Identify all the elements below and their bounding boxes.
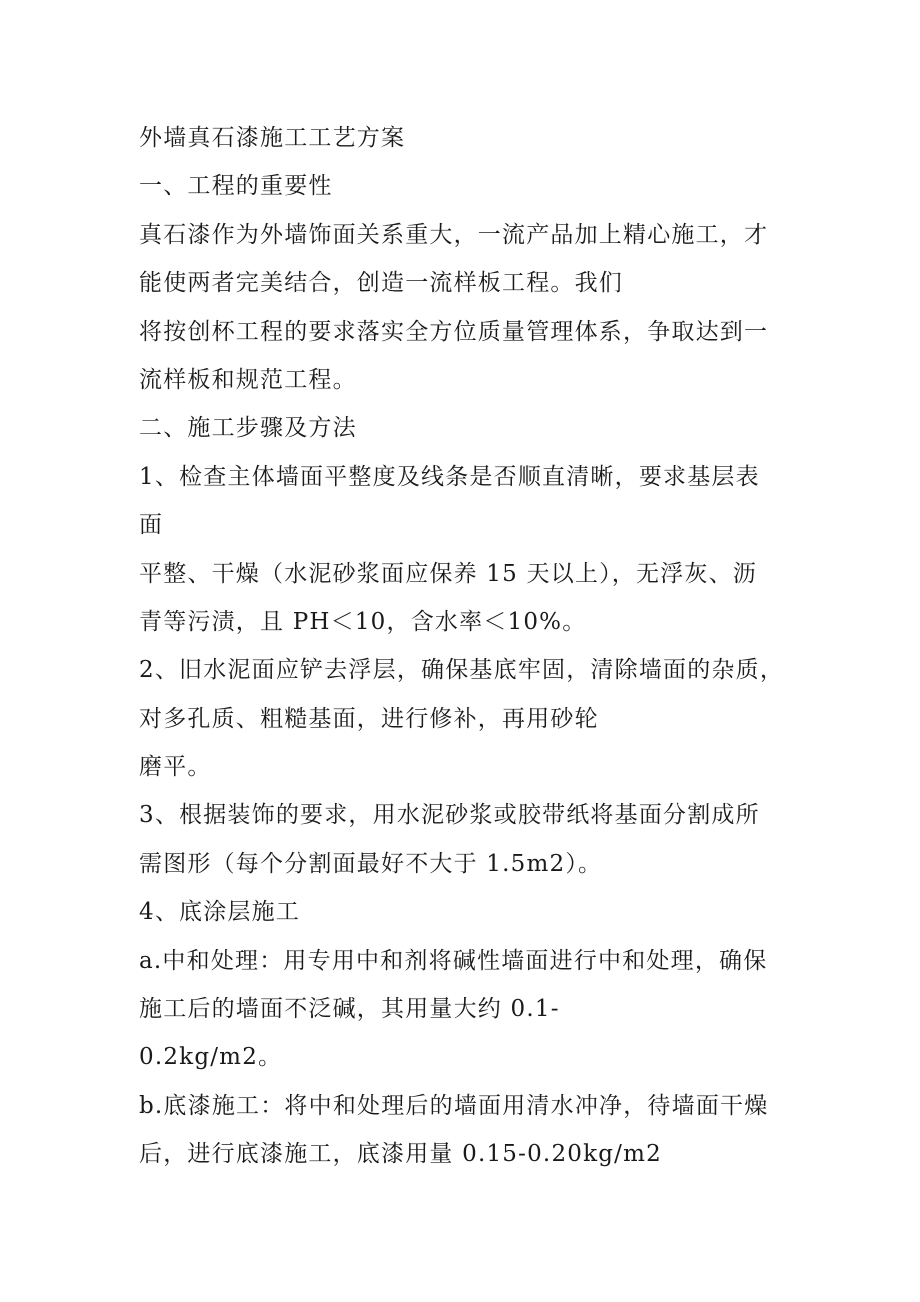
step-2-line: 磨平。 xyxy=(139,754,212,781)
step-4-heading: 4、底涂层施工 xyxy=(139,899,301,926)
step-4a-line: 施工后的墙面不泛碱，其用量大约 0.1- xyxy=(139,996,560,1023)
step-1-line: 平整、干燥（水泥砂浆面应保养 15 天以上），无浮灰、沥 xyxy=(139,560,757,587)
step-4a-line: a.中和处理：用专用中和剂将碱性墙面进行中和处理，确保 xyxy=(139,947,768,974)
step-4a-line: 0.2kg/m2。 xyxy=(139,1044,283,1071)
step-2-line: 对多孔质、粗糙基面，进行修补，再用砂轮 xyxy=(139,705,599,732)
document-title: 外墙真石漆施工工艺方案 xyxy=(139,125,406,151)
section-heading-1: 一、工程的重要性 xyxy=(139,173,333,200)
step-2-line: 2、旧水泥面应铲去浮层，确保基底牢固，清除墙面的杂质， xyxy=(139,657,785,684)
paragraph-line: 真石漆作为外墙饰面关系重大，一流产品加上精心施工，才 xyxy=(139,221,769,248)
paragraph-line: 流样板和规范工程。 xyxy=(139,366,357,393)
paragraph-line: 将按创杯工程的要求落实全方位质量管理体系，争取达到一 xyxy=(139,318,769,345)
step-4b-line: 后，进行底漆施工，底漆用量 0.15-0.20kg/m2 xyxy=(139,1141,662,1168)
step-1-line: 面 xyxy=(139,512,164,539)
step-4b-line: b.底漆施工：将中和处理后的墙面用清水冲净，待墙面干燥 xyxy=(139,1092,769,1119)
step-3-line: 3、根据装饰的要求，用水泥砂浆或胶带纸将基面分割成所 xyxy=(139,802,760,829)
step-1-line: 1、检查主体墙面平整度及线条是否顺直清晰，要求基层表 xyxy=(139,463,760,490)
document-body xyxy=(139,114,784,1179)
step-1-line: 青等污渍，且 PH＜10，含水率＜10%。 xyxy=(139,608,587,635)
paragraph-line: 能使两者完美结合，创造一流样板工程。我们 xyxy=(139,270,623,297)
step-3-line: 需图形（每个分割面最好不大于 1.5m2）。 xyxy=(139,850,603,877)
section-heading-2: 二、施工步骤及方法 xyxy=(139,415,357,442)
